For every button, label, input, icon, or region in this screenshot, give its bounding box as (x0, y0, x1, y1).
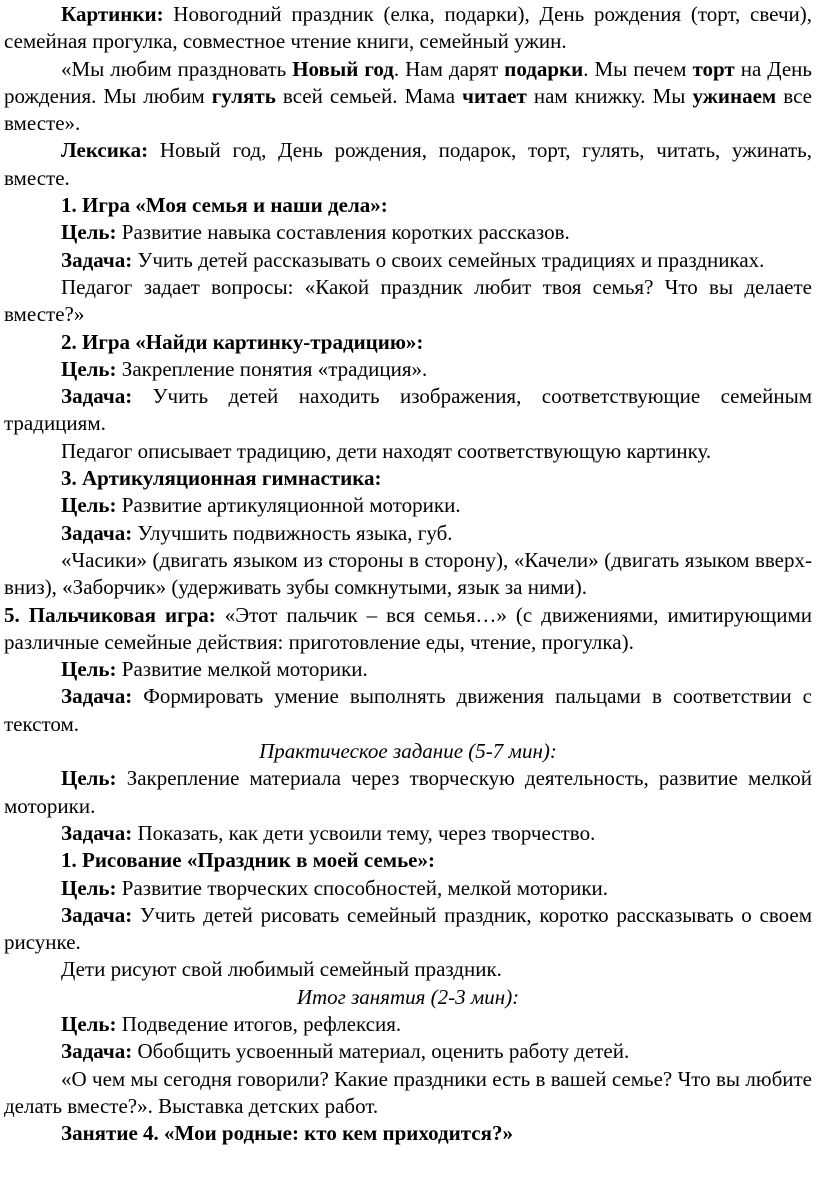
task-text: Учить детей рисовать семейный праздник, коротко рассказывать о своем рисунке. (4, 902, 812, 955)
story-keyword: гулять (211, 83, 276, 108)
summary-description: «О чем мы сегодня говорили? Какие праздники есть в вашей семье? Что вы любите делать вместе?». Выставка детских работ. (4, 1066, 812, 1118)
drawing-title-text: 1. Рисование «Праздник в моей семье»: (61, 848, 435, 873)
task-text: Формировать умение выполнять движения пальцами в соответствии с текстом. (4, 684, 812, 736)
goal-text: Развитие артикуляционной моторики. (116, 493, 461, 518)
lexicon-label: Лексика: (61, 138, 149, 163)
game1-description: Педагог задает вопросы: «Какой праздник любит твоя семья? Что вы делаете вместе?» (4, 274, 812, 327)
story-keyword: Новый год (292, 56, 394, 81)
goal-label: Цель: (61, 220, 117, 245)
goal-label: Цель: (61, 356, 117, 381)
task-label: Задача: (61, 684, 133, 709)
story-text: . Мы печем (583, 56, 693, 81)
summary-heading: Итог занятия (2-3 мин): (296, 984, 520, 1009)
task-text: Обобщить усвоенный материал, оценить работу детей. (132, 1039, 630, 1064)
task-label: Задача: (61, 1039, 133, 1064)
game5-title (4, 602, 812, 657)
game1-title (4, 192, 812, 219)
story-text: все вместе». (4, 83, 812, 136)
task-label: Задача: (61, 384, 133, 409)
task-label: Задача: (61, 902, 133, 927)
goal-text: Закрепление понятия «традиция». (116, 356, 428, 381)
task-label: Задача: (61, 820, 133, 845)
goal-label: Цель: (61, 875, 117, 900)
game2-task (4, 383, 812, 438)
task-label: Задача: (61, 520, 133, 545)
lexicon-paragraph (4, 137, 812, 192)
story-keyword: ужинаем (692, 83, 777, 108)
pictures-label: Картинки: (61, 2, 164, 26)
drawing-description: Дети рисуют свой любимый семейный праздник. (61, 957, 502, 982)
goal-label: Цель: (61, 493, 117, 518)
next-lesson-title (4, 1120, 812, 1147)
goal-text: Развитие навыка составления коротких рассказов. (116, 220, 570, 245)
summary-task (4, 1038, 812, 1065)
goal-text: Закрепление материала через творческую деятельность, развитие мелкой моторики. (4, 766, 812, 818)
story-text: всей семьей. Мама (275, 83, 463, 108)
next-lesson-title-text: Занятие 4. «Мои родные: кто кем приходится?» (61, 1121, 513, 1146)
game2-title-text: 2. Игра «Найди картинку-традицию»: (61, 329, 424, 354)
game3-goal (4, 492, 812, 519)
game3-task (4, 520, 812, 547)
practical-goal (4, 765, 812, 820)
sample-story-paragraph (4, 56, 812, 138)
story-keyword: торт (692, 56, 735, 81)
story-keyword: читает (462, 83, 527, 108)
game1-title-text: 1. Игра «Моя семья и наши дела»: (61, 193, 388, 218)
game5-title-text: 5. Пальчиковая игра: (4, 602, 216, 627)
game3-title-text: 3. Артикуляционная гимнастика: (61, 466, 382, 491)
goal-text: Развитие мелкой моторики. (116, 657, 368, 682)
game2-title (4, 329, 812, 356)
task-text: Учить детей рассказывать о своих семейных традициях и праздниках. (132, 247, 765, 272)
story-text: нам книжку. Мы (526, 83, 693, 108)
task-label: Задача: (61, 247, 133, 272)
goal-label: Цель: (61, 1011, 117, 1036)
pictures-text: Новогодний праздник (елка, подарки), День рождения (торт, свечи), семейная прогулка, совместное чтение книги, семейный ужин. (4, 2, 812, 54)
game5-goal (4, 656, 812, 683)
game2-description: Педагог описывает традицию, дети находят соответствующую картинку. (61, 438, 712, 463)
task-text: Учить детей находить изображения, соответствующие семейным традициям. (4, 384, 812, 436)
goal-text: Развитие творческих способностей, мелкой моторики. (116, 875, 609, 900)
goal-text: Подведение итогов, рефлексия. (116, 1011, 402, 1036)
drawing-title (4, 847, 812, 874)
game5-task (4, 683, 812, 738)
story-keyword: подарки (504, 56, 584, 81)
lexicon-text: Новый год, День рождения, подарок, торт, гулять, читать, ужинать, вместе. (4, 138, 812, 190)
game1-task (4, 247, 812, 274)
story-text: «Мы любим праздновать (61, 56, 293, 81)
story-text: . Нам дарят (393, 56, 505, 81)
game3-title (4, 465, 812, 492)
drawing-task (4, 902, 812, 957)
drawing-goal (4, 875, 812, 902)
summary-goal (4, 1011, 812, 1038)
goal-label: Цель: (61, 766, 117, 791)
story-text: на День рождения. Мы любим (4, 56, 812, 108)
game5-title-rest: «Этот пальчик – вся семья…» (с движениями, имитирующими различные семейные действия: приготовление еды, чтение, прогулка). (4, 602, 812, 654)
game2-goal (4, 356, 812, 383)
practical-task (4, 820, 812, 847)
game3-description: «Часики» (двигать языком из стороны в сторону), «Качели» (двигать языком вверх-вниз), «Заборчик» (удерживать зубы сомкнутыми, язык за ними). (4, 547, 812, 600)
task-text: Показать, как дети усвоили тему, через творчество. (132, 820, 596, 845)
pictures-paragraph (4, 1, 812, 56)
practical-heading: Практическое задание (5-7 мин): (259, 739, 557, 764)
game1-goal (4, 219, 812, 246)
task-text: Улучшить подвижность языка, губ. (132, 520, 453, 545)
goal-label: Цель: (61, 657, 117, 682)
